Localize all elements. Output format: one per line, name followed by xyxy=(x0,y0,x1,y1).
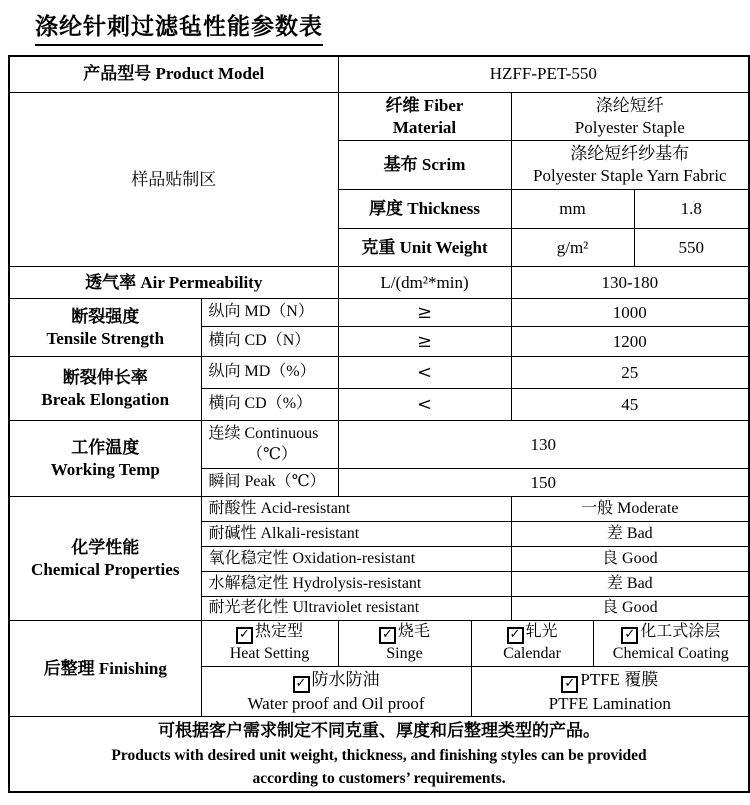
elongation-cd-value: 45 xyxy=(511,389,749,421)
chemical-properties-label-zh: 化学性能 xyxy=(71,537,140,557)
chemical-property-rating: 差 Bad xyxy=(511,572,749,597)
row-finishing-1 xyxy=(9,621,749,667)
finishing-ptfe-cell xyxy=(471,667,749,717)
scrim-value xyxy=(511,141,749,190)
chemical-property-rating: 良 Good xyxy=(511,597,749,621)
finishing-waterproof-en: Water proof and Oil proof xyxy=(247,693,425,713)
sample-area-cell: 样品贴制区 xyxy=(9,93,338,267)
row-temp-continuous xyxy=(9,421,749,469)
checkbox-checked-icon: ✓ xyxy=(621,627,638,644)
elongation-md-condition: < xyxy=(338,357,511,389)
product-model-value: HZFF-PET-550 xyxy=(338,56,749,93)
scrim-label: 基布 Scrim xyxy=(338,141,511,190)
row-tensile-md xyxy=(9,299,749,327)
finishing-waterproof-zh: 防水防油 xyxy=(311,669,380,689)
finishing-chemical-coating-cell xyxy=(593,621,749,667)
working-temp-label-zh: 工作温度 xyxy=(71,437,140,457)
tensile-cd-condition: ≥ xyxy=(338,327,511,357)
row-footer-note xyxy=(9,717,749,793)
fiber-label-zh: 纤维 Fiber xyxy=(385,95,464,115)
air-permeability-value: 130-180 xyxy=(511,267,749,299)
tensile-strength-label-en: Tensile Strength xyxy=(46,328,165,348)
row-fiber xyxy=(9,93,749,141)
thickness-value: 1.8 xyxy=(634,190,749,229)
page-title: 涤纶针刺过滤毡性能参数表 xyxy=(35,13,323,46)
row-product-model xyxy=(9,56,749,93)
finishing-singe-cell xyxy=(338,621,471,667)
fiber-value xyxy=(511,93,749,141)
temp-peak-name: 瞬间 Peak（℃） xyxy=(201,469,338,497)
chemical-property-name: 耐光老化性 Ultraviolet resistant xyxy=(201,597,511,621)
unit-weight-value: 550 xyxy=(634,229,749,267)
finishing-ptfe-zh: PTFE 覆膜 xyxy=(580,669,659,689)
finishing-singe-en: Singe xyxy=(386,645,423,663)
finishing-calendar-zh: 轧光 xyxy=(525,623,558,641)
checkbox-checked-icon: ✓ xyxy=(507,627,524,644)
finishing-label: 后整理 Finishing xyxy=(9,621,201,717)
checkbox-checked-icon: ✓ xyxy=(561,676,578,693)
finishing-heat-setting-en: Heat Setting xyxy=(229,645,310,663)
scrim-value-en: Polyester Staple Yarn Fabric xyxy=(533,166,727,186)
break-elongation-label-en: Break Elongation xyxy=(41,389,170,409)
chemical-property-rating: 差 Bad xyxy=(511,522,749,547)
fiber-value-zh: 涤纶短纤 xyxy=(595,95,664,115)
finishing-chemical-coating-en: Chemical Coating xyxy=(612,645,729,663)
temp-continuous-name-line1: 连续 Continuous xyxy=(208,424,319,442)
elongation-cd-direction: 横向 CD（%） xyxy=(201,389,338,421)
elongation-md-direction: 纵向 MD（%） xyxy=(201,357,338,389)
tensile-cd-direction: 横向 CD（N） xyxy=(201,327,338,357)
temp-continuous-value: 130 xyxy=(338,421,749,469)
temp-continuous-name xyxy=(201,421,338,469)
chemical-property-name: 耐碱性 Alkali-resistant xyxy=(201,522,511,547)
thickness-label: 厚度 Thickness xyxy=(338,190,511,229)
footer-note-zh: 可根据客户需求制定不同克重、厚度和后整理类型的产品。 xyxy=(158,721,601,741)
chemical-property-name: 氧化稳定性 Oxidation-resistant xyxy=(201,547,511,572)
chemical-properties-label xyxy=(9,497,201,621)
working-temp-label-en: Working Temp xyxy=(50,459,160,479)
spec-table xyxy=(8,55,750,794)
unit-weight-label: 克重 Unit Weight xyxy=(338,229,511,267)
checkbox-checked-icon: ✓ xyxy=(236,627,253,644)
chemical-property-rating: 良 Good xyxy=(511,547,749,572)
row-elongation-md xyxy=(9,357,749,389)
chemical-property-name: 水解稳定性 Hydrolysis-resistant xyxy=(201,572,511,597)
fiber-value-en: Polyester Staple xyxy=(574,117,685,137)
tensile-md-direction: 纵向 MD（N） xyxy=(201,299,338,327)
finishing-calendar-en: Calendar xyxy=(503,645,561,663)
unit-weight-unit: g/m² xyxy=(511,229,634,267)
row-chemical-acid xyxy=(9,497,749,522)
footer-note-en-1: Products with desired unit weight, thickness, and finishing styles can be provided xyxy=(111,746,647,764)
tensile-strength-label xyxy=(9,299,201,357)
finishing-calendar-cell xyxy=(471,621,593,667)
finishing-chemical-coating-zh: 化工式涂层 xyxy=(640,623,721,641)
tensile-md-condition: ≥ xyxy=(338,299,511,327)
temp-peak-value: 150 xyxy=(338,469,749,497)
tensile-md-value: 1000 xyxy=(511,299,749,327)
footer-note-cell xyxy=(9,717,749,793)
thickness-unit: mm xyxy=(511,190,634,229)
chemical-property-name: 耐酸性 Acid-resistant xyxy=(201,497,511,522)
checkbox-checked-icon: ✓ xyxy=(293,676,310,693)
finishing-ptfe-en: PTFE Lamination xyxy=(548,693,671,713)
row-air-permeability xyxy=(9,267,749,299)
finishing-heat-setting-zh: 热定型 xyxy=(255,623,304,641)
scrim-value-zh: 涤纶短纤纱基布 xyxy=(570,144,690,163)
elongation-md-value: 25 xyxy=(511,357,749,389)
break-elongation-label xyxy=(9,357,201,421)
air-permeability-unit: L/(dm²*min) xyxy=(338,267,511,299)
finishing-waterproof-cell xyxy=(201,667,471,717)
finishing-heat-setting-cell xyxy=(201,621,338,667)
checkbox-checked-icon: ✓ xyxy=(379,627,396,644)
fiber-label-en: Material xyxy=(392,117,457,137)
chemical-properties-label-en: Chemical Properties xyxy=(31,559,180,579)
tensile-cd-value: 1200 xyxy=(511,327,749,357)
working-temp-label xyxy=(9,421,201,497)
product-model-label: 产品型号 Product Model xyxy=(9,56,338,93)
elongation-cd-condition: < xyxy=(338,389,511,421)
chemical-property-rating: 一般 Moderate xyxy=(511,497,749,522)
footer-note-en-2: according to customers’ requirements. xyxy=(252,769,506,787)
tensile-strength-label-zh: 断裂强度 xyxy=(71,306,140,326)
break-elongation-label-zh: 断裂伸长率 xyxy=(62,367,148,387)
air-permeability-label: 透气率 Air Permeability xyxy=(9,267,338,299)
finishing-singe-zh: 烧毛 xyxy=(398,623,431,641)
fiber-label xyxy=(338,93,511,141)
temp-continuous-name-line2: （℃） xyxy=(247,445,297,463)
